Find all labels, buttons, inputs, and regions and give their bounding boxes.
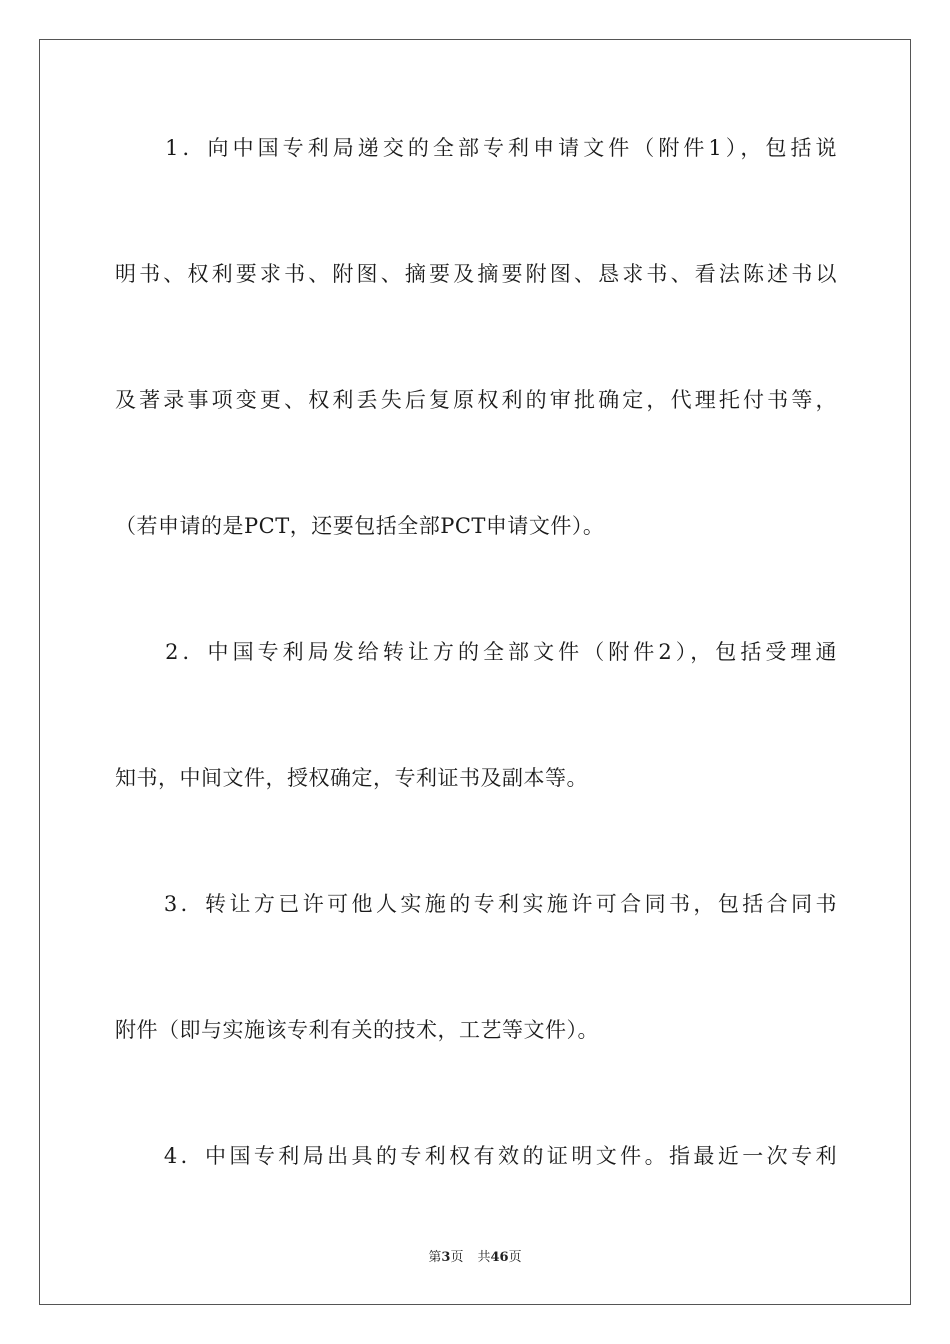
page-footer (0, 1246, 950, 1265)
page-border (39, 39, 911, 1305)
page-current: 3 (441, 1250, 451, 1265)
text-line: 4．中国专利局出具的专利权有效的证明文件。指最近一次专利 (115, 1144, 837, 1168)
text-line: 3．转让方已许可他人实施的专利实施许可合同书，包括合同书 (115, 892, 837, 916)
page-suffix: 页 (450, 1250, 464, 1265)
text-line: 知书，中间文件，授权确定，专利证书及副本等。 (115, 766, 588, 790)
text-line: 及著录事项变更、权利丢失后复原权利的审批确定，代理托付书等， (115, 388, 837, 412)
total-suffix: 页 (508, 1250, 522, 1265)
text-line: 附件（即与实施该专利有关的技术，工艺等文件）。 (115, 1018, 599, 1042)
total-prefix: 共 (477, 1250, 491, 1265)
page-prefix: 第 (428, 1250, 442, 1265)
text-line: 明书、权利要求书、附图、摘要及摘要附图、恳求书、看法陈述书以 (115, 262, 837, 286)
page-total: 46 (490, 1250, 509, 1265)
text-line: （若申请的是PCT，还要包括全部PCT申请文件）。 (115, 514, 605, 538)
text-line: 1．向中国专利局递交的全部专利申请文件（附件1），包括说 (115, 136, 837, 160)
text-line: 2．中国专利局发给转让方的全部文件（附件2），包括受理通 (115, 640, 837, 664)
